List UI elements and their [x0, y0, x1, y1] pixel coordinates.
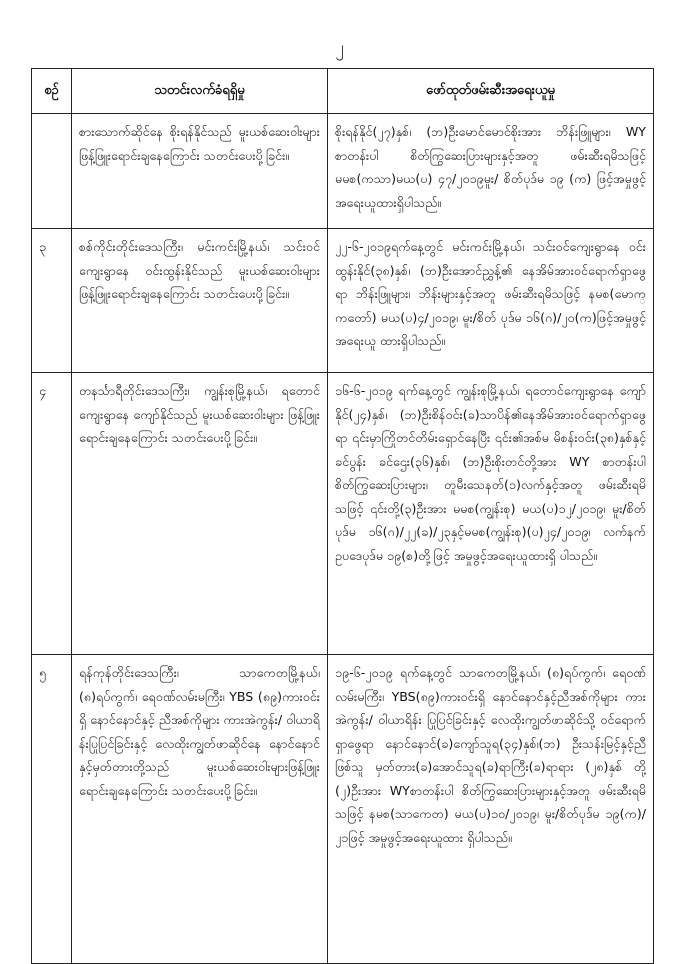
page-number: ၂ [335, 38, 344, 58]
report-table [31, 68, 654, 964]
row-information-received: ရန်ကုန်တိုင်းဒေသကြီး၊ သာကေတမြို့နယ်၊ (၈)ရပ်ကွက်၊ ရေဝဏ်လမ်းမကြီး၊ YBS (၈၉)ကားဝင်းရှိ နောင်နောင်နှင့် ညီအစ်ကိုများ ကားအဲကွန်း/ ဝါယာရိန်းပြုပြင်ခြင်းနှင့် လေထိုးကျွတ်ဖာဆိုင်နေ နောင်နောင် နှင့်မှတ်တားတို့သည် မူးယစ်ဆေးဝါးများဖြန့်ဖြူးရောင်းချနေကြောင်း သတင်းပေးပို့ခြင်း။ [72, 655, 328, 964]
table-row [32, 373, 654, 655]
row-information-received: စစ်ကိုင်းတိုင်းဒေသကြီး၊ မင်းကင်းမြို့နယ်၊ သင်းဝင်ကျေးရွာနေ ဝင်းထွန်းနိုင်သည် မူးယစ်ဆေးဝါးများ ဖြန့်ဖြူးရောင်းချနေကြောင်း သတင်းပေးပို့ခြင်း။ [72, 229, 328, 373]
table-row [32, 655, 654, 964]
row-serial-number: ၄ [32, 373, 72, 655]
row-action-taken: ၂၂-၆-၂၀၁၉ရက်နေ့တွင် မင်းကင်းမြို့နယ်၊ သင်းဝင်ကျေးရွာနေ ဝင်းထွန်းနိုင်(၃၈)နှစ်၊ (ဘ)ဦးအောင်ညွှန့်၏ နေအိမ်အားဝင်ရောက်ရှာဖွေရာ ဘိန်းဖြူများ၊ ဘိန်းများနှင့်အတူ ဖမ်းဆီးရမိသဖြင့် နမစ(မောက္ကတော်) မယ(ပ)၄/၂၀၁၉၊ မူး/စိတ် ပုဒ်မ ၁၆(ဂ)/၂၀(က)ဖြင့်အမှုဖွင့်အရေးယူ ထားရှိပါသည်။ [328, 229, 654, 373]
row-serial-number [32, 114, 72, 229]
table-row [32, 229, 654, 373]
row-action-taken: ၁၉-၆-၂၀၁၉ ရက်နေ့တွင် သာကေတမြို့နယ်၊ (၈)ရပ်ကွက်၊ ရေဝဏ်လမ်းမကြီး၊ YBS(၈၉)ကားဝင်းရှိ နောင်နောင်နှင့်ညီအစ်ကိုများ ကားအဲကွန်း/ ဝါယာရိန်း ပြုပြင်ခြင်းနှင့် လေထိုးကျွတ်ဖာဆိုင်သို့ ဝင်ရောက်ရှာဖွေရာ နောင်နောင်(ခ)ကျော်သူရ(၃၄)နှစ်၊(ဘ) ဦးသန်းမြင့်နှင့်ညီဖြစ်သူ မှတ်တား(ခ)အောင်သူရ(ခ)ရာကြီး(ခ)ရာရား (၂၈)နှစ် တို့ (၂)ဦးအား WYစာတန်းပါ စိတ်ကြွဆေးပြားများနှင့်အတူ ဖမ်းဆီးရမိသဖြင့် နမစ(သာကေတ) မယ(ပ)၁၀/၂၀၁၉၊ မူး/စိတ်ပုဒ်မ ၁၉(က)/၂၁ဖြင့် အမှုဖွင့်အရေးယူထား ရှိပါသည်။ [328, 655, 654, 964]
header-information-received: သတင်းလက်ခံရရှိမှု [72, 69, 328, 114]
row-information-received: တနင်္သာရီတိုင်းဒေသကြီး၊ ကျွန်းစုမြို့နယ်၊ ရတောင်ကျေးရွာနေ ကျော်နိုင်သည် မူးယစ်ဆေးဝါးများ ဖြန့်ဖြူးရောင်းချနေကြောင်း သတင်းပေးပို့ခြင်း။ [72, 373, 328, 655]
row-serial-number: ၃ [32, 229, 72, 373]
row-serial-number: ၅ [32, 655, 72, 964]
table-row [32, 114, 654, 229]
header-serial-number: စဉ် [32, 69, 72, 114]
row-information-received: စားသောက်ဆိုင်နေ စိုးရန်နိုင်သည် မူးယစ်ဆေးဝါးများ ဖြန့်ဖြူးရောင်းချနေကြောင်း သတင်းပေးပို့ခြင်း။ [72, 114, 328, 229]
table-header-row [32, 69, 654, 114]
row-action-taken: ၁၆-၆-၂၀၁၉ ရက်နေ့တွင် ကျွန်းစုမြို့နယ်၊ ရတောင်ကျေးရွာနေ ကျော်နိုင်(၂၄)နှစ်၊ (ဘ)ဦးစိန်ဝင်း(ခ)သာပိန်၏နေအိမ်အားဝင်ရောက်ရှာဖွေရာ ၎င်းမှာကြိုတင်တိမ်းရှောင်နေပြီး ၎င်း၏အစ်မ မိစန်းဝင်း(၃၈)နှစ်နှင့်ခင်ပွန်း ခင်ဌေး(၃၆)နှစ်၊ (ဘ)ဦးစိုးတင်တို့အား WY စာတန်းပါစိတ်ကြွဆေးပြားများ၊ တူမီးသေနတ်(၁)လက်နှင့်အတူ ဖမ်းဆီးရမိသဖြင့် ၎င်းတို့(၃)ဦးအား မမစ(ကျွန်းစု) မယ(ပ)၁၂/၂၀၁၉၊ မူး/စိတ်ပုဒ်မ ၁၆(ဂ)/၂၂(ခ)/၂၃နှင့်မမစ(ကျွန်းစု)(ပ)၂၄/၂၀၁၉၊ လက်နက်ဥပဒေပုဒ်မ ၁၉(စ)တို့ဖြင့် အမှုဖွင့်အရေးယူထားရှိ ပါသည်။ [328, 373, 654, 655]
header-action-taken: ဖော်ထုတ်ဖမ်းဆီးအရေးယူမှု [328, 69, 654, 114]
row-action-taken: စိုးရန်နိုင်(၂၇)နှစ်၊ (ဘ)ဦးမောင်မောင်စိုးအား ဘိန်းဖြူများ၊ WY စာတန်းပါ စိတ်ကြွဆေးပြားများနှင့်အတူ ဖမ်းဆီးရမိသဖြင့် မမစ(ကသာ)မယ(ပ) ၄၇/၂၀၁၉မူး/ စိတ်ပုဒ်မ ၁၉ (က) ဖြင့်အမှုဖွင့်အရေးယူထားရှိပါသည်။ [328, 114, 654, 229]
